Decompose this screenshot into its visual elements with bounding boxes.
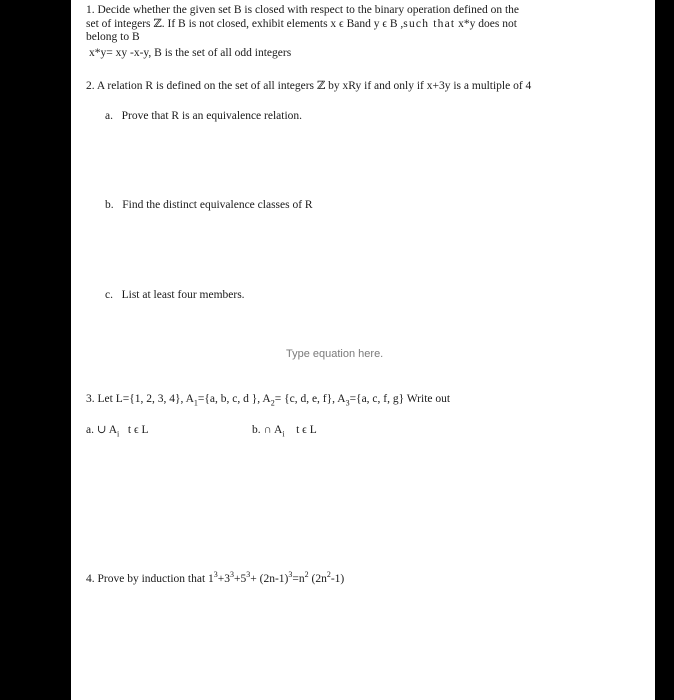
q3-part-a-condition: t ϵ L [127, 424, 149, 436]
q1-operation: x*y= xy -x-y, B is the set of all odd integers [89, 47, 292, 59]
q2-part-c-text: List at least four members. [121, 289, 245, 301]
q3-set-2: = {c, d, e, f}, A [274, 393, 346, 405]
q3-set-1: ={a, b, c, d }, A [197, 393, 271, 405]
q3-part-b [252, 424, 317, 437]
q4-mid-2: +5 [234, 573, 247, 585]
q4-exp-2: 3 [230, 570, 235, 580]
q3-part-b-sub: i [282, 429, 285, 439]
q4-mid-1: +3 [217, 573, 231, 585]
q4-exp-1: 3 [213, 570, 218, 580]
q4-exp-4: 3 [288, 570, 293, 580]
q2-stem: 2. A relation R is defined on the set of all integers ℤ by xRy if and only if x+3y is a multiple of 4 [86, 80, 532, 92]
q4-pre: 4. Prove by induction that 1 [86, 573, 214, 585]
q3-sub-1: 1 [193, 398, 198, 408]
q2-part-c [105, 289, 245, 302]
q4-mid-3: + (2n-1) [250, 573, 289, 585]
q2-part-a [105, 110, 302, 123]
q4-mid-6: -1) [330, 573, 345, 585]
q2-part-b-text: Find the distinct equivalence classes of R [122, 199, 313, 211]
q1-line-2-spaced: such that [403, 18, 456, 30]
q2-part-b-label: b. [105, 199, 114, 211]
q1-line-2-end: x*y does not [455, 18, 517, 30]
q3-set-3: ={a, c, f, g} Write out [349, 393, 451, 405]
q1-line-3: belong to B [86, 31, 140, 43]
q4-exp-5: 2 [304, 570, 309, 580]
q4-stem [86, 570, 345, 586]
q3-part-a [86, 424, 149, 437]
q4-exp-3: 3 [246, 570, 251, 580]
q2-part-a-label: a. [105, 110, 113, 122]
q4-mid-5: (2n [308, 573, 327, 585]
q1-line-2-start: set of integers ℤ. If B is not closed, exhibit elements x ϵ Band y ϵ B , [86, 18, 404, 30]
q1-line-2 [86, 18, 517, 31]
q2-part-b [105, 199, 313, 212]
q4-exp-6: 2 [326, 570, 331, 580]
q3-part-a-sub: i [117, 429, 120, 439]
q4-mid-4: =n [292, 573, 305, 585]
q3-part-a-label: a. ∪ A [86, 424, 118, 436]
q3-sub-2: 2 [270, 398, 275, 408]
equation-placeholder[interactable]: Type equation here. [286, 348, 384, 360]
q3-sub-3: 3 [345, 398, 350, 408]
q2-part-c-label: c. [105, 289, 113, 301]
q3-part-b-label: b. ∩ A [252, 424, 283, 436]
q3-prefix: 3. Let L={1, 2, 3, 4}, A [86, 393, 194, 405]
q3-stem [86, 393, 450, 406]
q1-line-1: 1. Decide whether the given set B is closed with respect to the binary operation defined on the [86, 4, 520, 16]
q3-part-b-condition: t ϵ L [296, 424, 317, 436]
q2-part-a-text: Prove that R is an equivalence relation. [121, 110, 303, 122]
document-page [71, 0, 655, 700]
